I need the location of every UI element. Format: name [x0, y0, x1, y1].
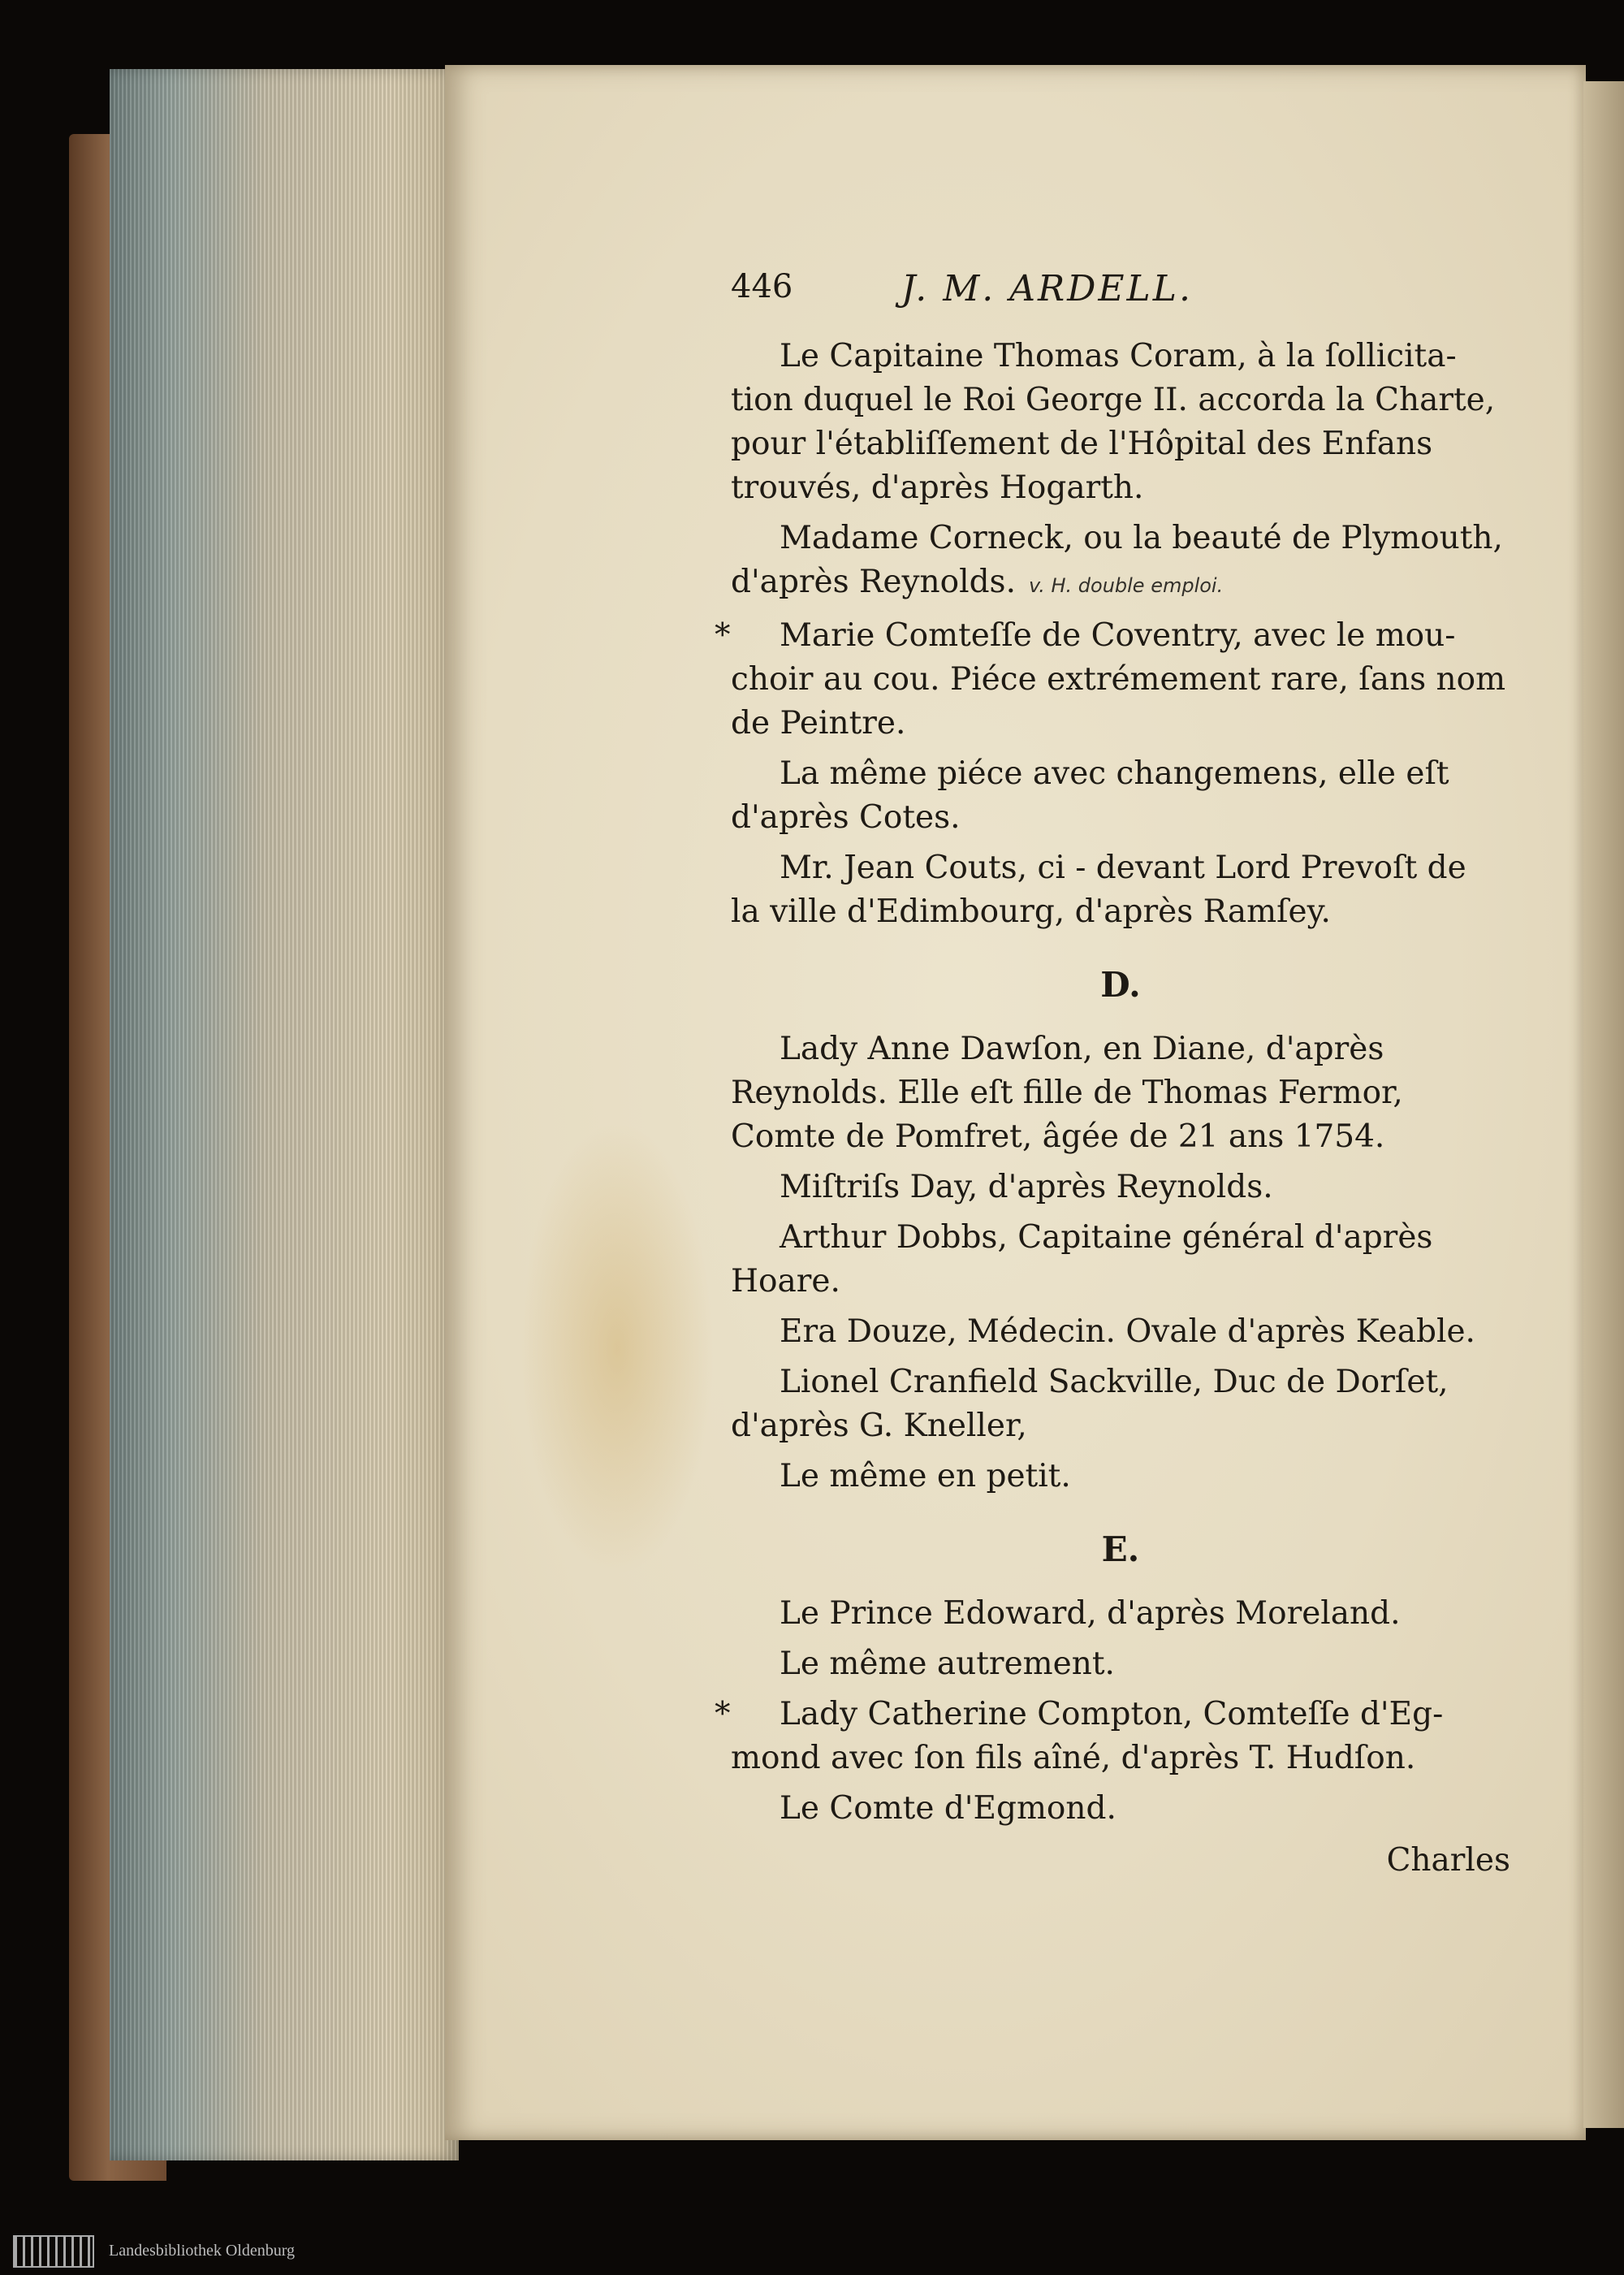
catalog-entry: [731, 517, 1510, 608]
asterisk-mark: *: [715, 617, 731, 654]
entry-line: Le même en petit.: [780, 1458, 1071, 1494]
entries-c: [715, 335, 1510, 934]
catalog-entry: [731, 1216, 1510, 1304]
entry-line: Mr. Jean Couts, ci - devant Lord Prevoſt de: [780, 850, 1466, 886]
catalog-entry: [731, 1310, 1510, 1354]
section-heading-d: D.: [1100, 965, 1141, 1005]
entry-line: choir au cou. Piéce extrémement rare, ſans nom: [731, 661, 1506, 698]
entry-line: Reynolds. Elle eſt fille de Thomas Fermor,: [731, 1075, 1403, 1111]
entries-d: [731, 1027, 1510, 1499]
entry-line: tion duquel le Roi George II. accorda la Charte,: [731, 382, 1496, 418]
catalog-entry: [731, 1027, 1510, 1159]
running-title: J. M. ARDELL.: [901, 268, 1193, 309]
entry-line: pour l'établiſſement de l'Hôpital des Enfans: [731, 426, 1433, 462]
catalog-entry: [731, 1642, 1510, 1686]
entry-line: Hoare.: [731, 1263, 840, 1300]
asterisk-mark: *: [715, 1696, 731, 1732]
entry-line: Lady Catherine Compton, Comteſſe d'Eg-: [780, 1696, 1444, 1732]
entry-line: Madame Corneck, ou la beauté de Plymouth,: [780, 520, 1503, 556]
entries-e: [715, 1592, 1510, 1831]
entry-line: Lionel Cranfield Sackville, Duc de Dorſet,: [780, 1364, 1449, 1400]
page-text: [715, 268, 1510, 1879]
catalog-entry: [731, 1455, 1510, 1499]
section-heading-e: E.: [1101, 1529, 1140, 1569]
catchword: Charles: [1386, 1842, 1510, 1879]
catalog-entry: [731, 846, 1510, 934]
library-name: Landesbibliothek Oldenburg: [109, 2242, 296, 2260]
entry-line: La même piéce avec changemens, elle eſt: [780, 755, 1449, 792]
entry-line: d'après Cotes.: [731, 799, 961, 836]
entry-line: Arthur Dobbs, Capitaine général d'après: [780, 1219, 1433, 1256]
catalog-entry: [731, 1592, 1510, 1636]
entry-line: Le Capitaine Thomas Coram, à la ſollicita-: [780, 338, 1457, 374]
catalog-entry: [731, 752, 1510, 840]
entry-line: Lady Anne Dawſon, en Diane, d'après: [780, 1031, 1384, 1067]
entry-line: Le Comte d'Egmond.: [780, 1790, 1116, 1827]
page-stain: [520, 1121, 715, 1576]
entry-line: d'après G. Kneller,: [731, 1408, 1027, 1444]
page-edges: [110, 69, 459, 2160]
entry-line: trouvés, d'après Hogarth.: [731, 469, 1144, 506]
entry-line: Le même autrement.: [780, 1646, 1115, 1682]
entry-line: Miſtriſs Day, d'après Reynolds.: [780, 1169, 1273, 1205]
entry-line: Era Douze, Médecin. Ovale d'après Keable.: [780, 1313, 1475, 1350]
entry-line: Marie Comteſſe de Coventry, avec le mou-: [780, 617, 1456, 654]
entry-line: de Peintre.: [731, 705, 906, 742]
entry-line: mond avec ſon fils aîné, d'après T. Hudſon.: [731, 1740, 1416, 1776]
entry-line: d'après Reynolds. v. H. double emploi.: [731, 564, 1224, 600]
entry-line: Comte de Pomfret, âgée de 21 ans 1754.: [731, 1118, 1385, 1155]
catalog-entry: [731, 1787, 1510, 1831]
library-logo-icon: [13, 2235, 94, 2268]
catalog-entry: [731, 335, 1510, 510]
entry-line: Le Prince Edoward, d'après Moreland.: [780, 1595, 1401, 1632]
page-number: 446: [731, 268, 793, 305]
catalog-entry: [715, 1693, 1510, 1780]
catalog-entry: [731, 1166, 1510, 1209]
handwritten-note: v. H. double emploi.: [1028, 574, 1224, 597]
catalog-entry: [715, 614, 1510, 746]
next-page-edge: [1583, 81, 1624, 2128]
catalog-entry: [731, 1360, 1510, 1448]
entry-line: la ville d'Edimbourg, d'après Ramſey.: [731, 893, 1331, 930]
running-head: [731, 268, 1510, 317]
